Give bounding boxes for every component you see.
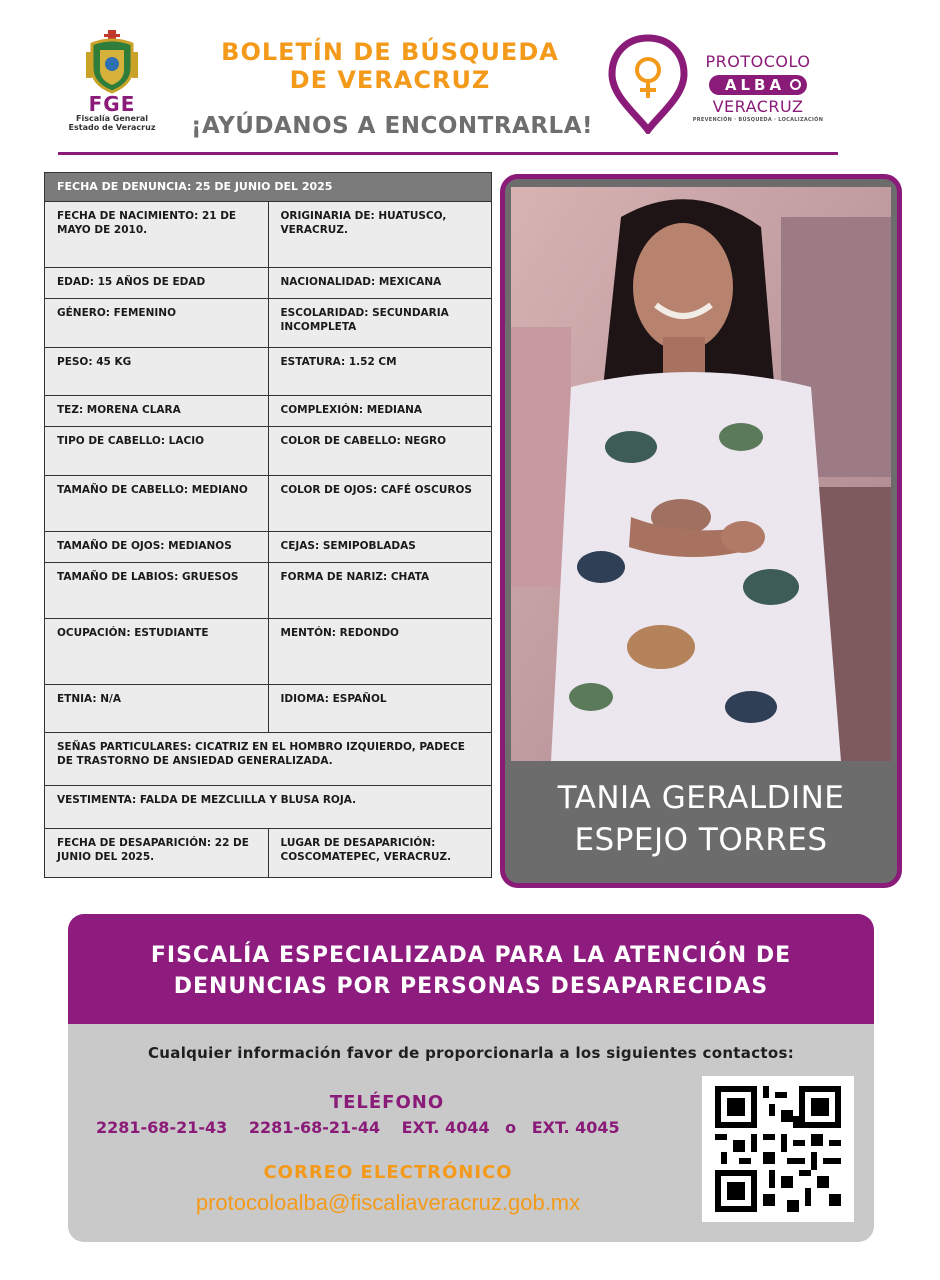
distinguishing-marks: SEÑAS PARTICULARES: CICATRIZ EN EL HOMBRO IZQUIERDO, PADECE DE TRASTORNO DE ANSIEDAD GENERALIZADA.: [45, 733, 492, 786]
help-find-her-subtitle: ¡AYÚDANOS A ENCONTRARLA!: [191, 113, 593, 139]
alba-tagline: PREVENCIÓN · BÚSQUEDA · LOCALIZACIÓN: [692, 117, 824, 123]
extension-1: EXT. 4044: [401, 1118, 490, 1137]
fge-name-line1: Fiscalía General: [76, 114, 148, 123]
phone-number-1[interactable]: 2281-68-21-43: [96, 1118, 228, 1137]
qr-code-icon: [714, 1086, 842, 1212]
name-line1: TANIA GERALDINE: [557, 780, 845, 816]
veracruz-coat-of-arms-icon: [82, 30, 142, 94]
complaint-date: FECHA DE DENUNCIA: 25 DE JUNIO DEL 2025: [45, 173, 492, 202]
person-details-table: [44, 172, 492, 878]
skin-tone: TEZ: MORENA CLARA: [45, 396, 269, 427]
bulletin-title-line1: BOLETÍN DE BÚSQUEDA: [221, 38, 559, 66]
alba-protocolo-word: PROTOCOLO: [705, 52, 811, 71]
nationality: NACIONALIDAD: MEXICANA: [268, 268, 492, 299]
nose-shape: FORMA DE NARIZ: CHATA: [268, 563, 492, 619]
phone-numbers: [96, 1118, 716, 1137]
fge-name-line2: Estado de Veracruz: [68, 123, 156, 132]
phone-number-2[interactable]: 2281-68-21-44: [248, 1118, 381, 1137]
magnifier-icon: [790, 79, 801, 90]
hair-color: COLOR DE CABELLO: NEGRO: [268, 427, 492, 476]
protocolo-alba-logo: [608, 34, 838, 134]
age: EDAD: 15 AÑOS DE EDAD: [45, 268, 269, 299]
alba-veracruz-word: VERACRUZ: [712, 97, 804, 116]
missing-person-name: [505, 777, 897, 861]
alba-badge: [709, 75, 807, 95]
origin: ORIGINARIA DE: HUATUSCO, VERACRUZ.: [268, 202, 492, 268]
chin: MENTÓN: REDONDO: [268, 619, 492, 685]
agency-line2: DENUNCIAS POR PERSONAS DESAPARECIDAS: [173, 974, 769, 999]
ethnicity: ETNIA: N/A: [45, 685, 269, 733]
fge-abbreviation: FGE: [88, 92, 136, 116]
eye-color: COLOR DE OJOS: CAFÉ OSCUROS: [268, 476, 492, 532]
hair-length: TAMAÑO DE CABELLO: MEDIANO: [45, 476, 269, 532]
extension-joiner: o: [505, 1118, 517, 1137]
header-divider: [58, 152, 838, 155]
alba-badge-text: ALBA: [724, 76, 786, 94]
height: ESTATURA: 1.52 CM: [268, 348, 492, 396]
bulletin-title-line2: DE VERACRUZ: [289, 66, 491, 94]
hair-type: TIPO DE CABELLO: LACIO: [45, 427, 269, 476]
bulletin-title: [160, 38, 620, 94]
fge-logo: [62, 30, 162, 140]
contact-lead-text: Cualquier información favor de proporcionarla a los siguientes contactos:: [147, 1044, 794, 1062]
eyebrows: CEJAS: SEMIPOBLADAS: [268, 532, 492, 563]
agency-banner: [68, 914, 874, 1024]
occupation: OCUPACIÓN: ESTUDIANTE: [45, 619, 269, 685]
gender: GÉNERO: FEMENINO: [45, 299, 269, 348]
disappearance-date: FECHA DE DESAPARICIÓN: 22 DE JUNIO DEL 2025.: [45, 829, 269, 878]
build: COMPLEXIÓN: MEDIANA: [268, 396, 492, 427]
contact-panel: [68, 1024, 874, 1242]
agency-line1: FISCALÍA ESPECIALIZADA PARA LA ATENCIÓN DE: [150, 943, 792, 968]
clothing: VESTIMENTA: FALDA DE MEZCLILLA Y BLUSA ROJA.: [45, 786, 492, 829]
education: ESCOLARIDAD: SECUNDARIA INCOMPLETA: [268, 299, 492, 348]
weight: PESO: 45 KG: [45, 348, 269, 396]
email-address[interactable]: protocoloalba@fiscaliaveracruz.gob.mx: [195, 1190, 581, 1215]
eye-size: TAMAÑO DE OJOS: MEDIANOS: [45, 532, 269, 563]
female-location-pin-icon: [608, 34, 688, 134]
language: IDIOMA: ESPAÑOL: [268, 685, 492, 733]
email-label: CORREO ELECTRÓNICO: [263, 1162, 513, 1183]
disappearance-place: LUGAR DE DESAPARICIÓN: COSCOMATEPEC, VERACRUZ.: [268, 829, 492, 878]
extension-2: EXT. 4045: [531, 1118, 620, 1137]
portrait-illustration: [511, 187, 891, 761]
birth-date: FECHA DE NACIMIENTO: 21 DE MAYO DE 2010.: [45, 202, 269, 268]
phone-label: TELÉFONO: [329, 1092, 445, 1113]
lip-size: TAMAÑO DE LABIOS: GRUESOS: [45, 563, 269, 619]
missing-person-card: [500, 174, 902, 888]
missing-person-photo: [511, 187, 891, 761]
qr-code[interactable]: [702, 1076, 854, 1222]
name-line2: ESPEJO TORRES: [574, 822, 828, 858]
